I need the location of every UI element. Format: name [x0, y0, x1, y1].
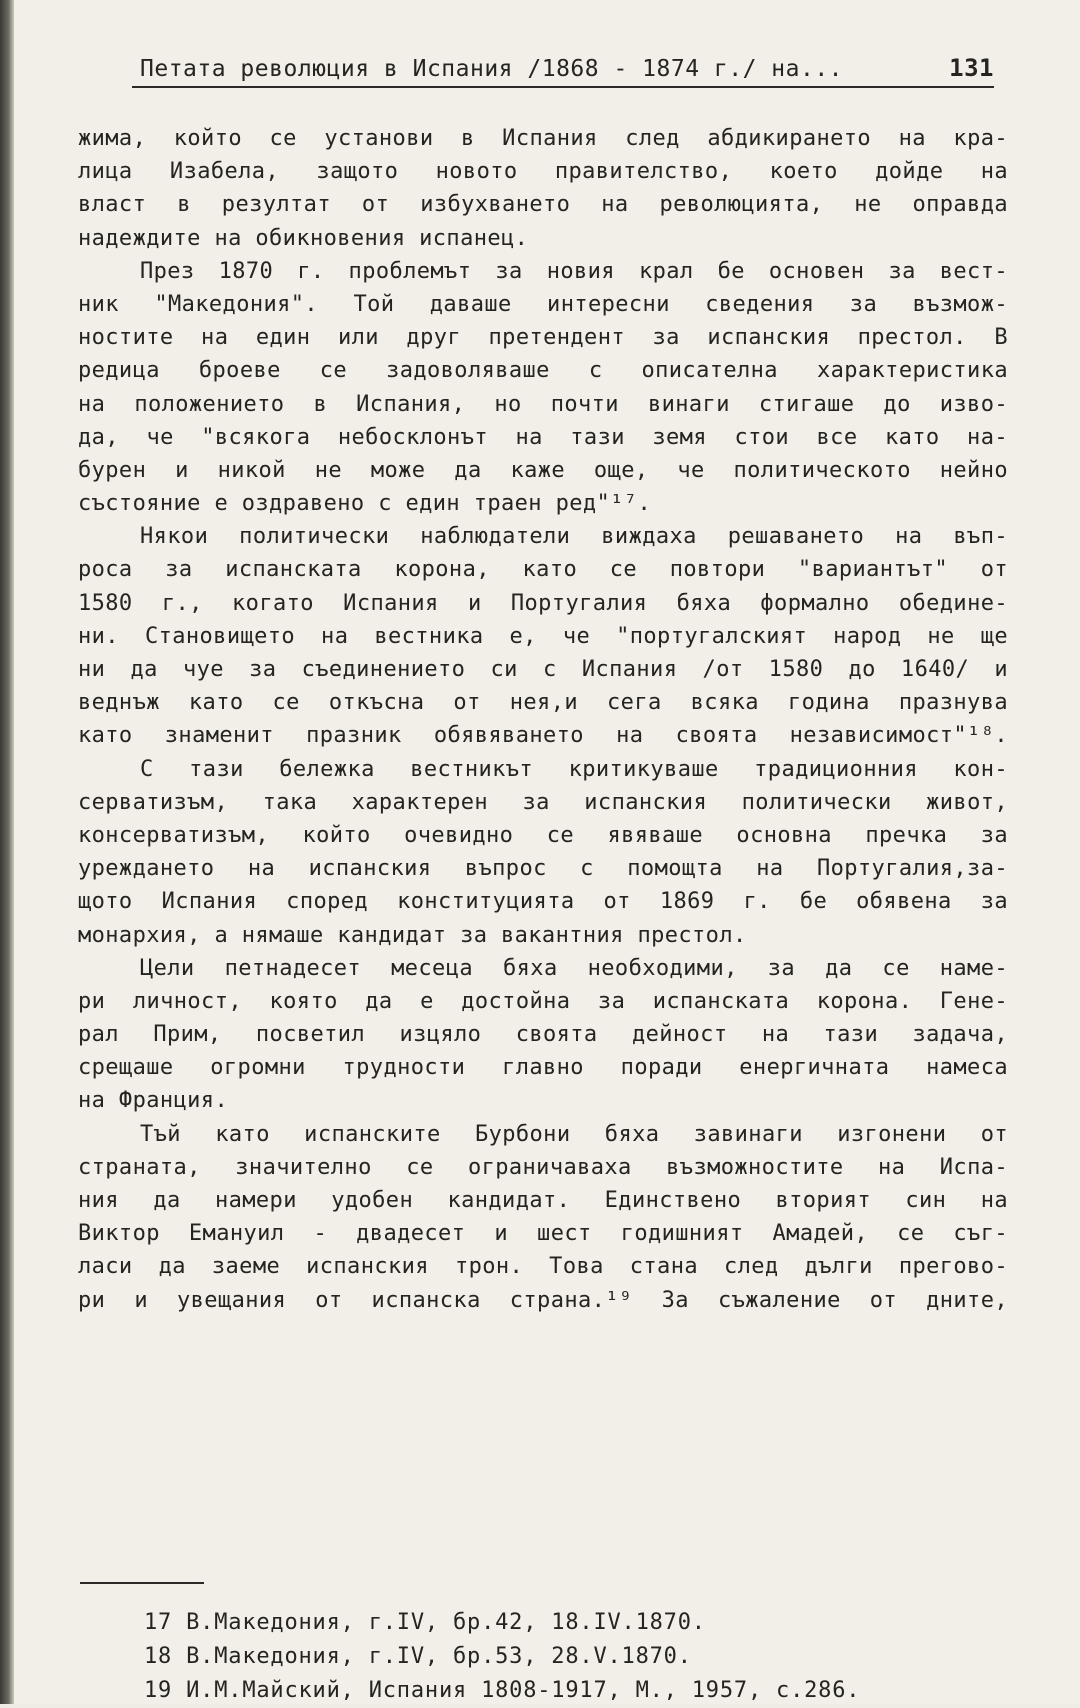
footnote-17: 17 В.Македония, г.IV, бр.42, 18.IV.1870.	[144, 1610, 706, 1635]
text-line: ни. Становището на вестника е, че "португалският народ не ще	[78, 623, 1008, 649]
text-line: бурен и никой не може да каже още, че политическото нейно	[78, 457, 1008, 483]
text-line: ри личност, която да е достойна за испанската корона. Гене-	[78, 988, 1008, 1014]
running-header-title: Петата революция в Испания /1868 - 1874 г./ на...	[140, 56, 844, 82]
text-line: роса за испанската корона, като се повтори "вариантът" от	[78, 557, 1008, 583]
text-line: щото Испания според конституцията от 1869 г. бе обявена за	[78, 889, 1008, 915]
running-header	[132, 50, 994, 90]
footnote-19: 19 И.М.Майский, Испания 1808-1917, М., 1957, с.286.	[144, 1678, 861, 1703]
footnote-18: 18 В.Македония, г.IV, бр.53, 28.V.1870.	[144, 1644, 692, 1669]
text-line: власт в резултат от избухването на революцията, не оправда	[78, 192, 1008, 218]
text-line: състояние е оздравено с един траен ред"¹⁷.	[78, 491, 652, 517]
text-line: Някои политически наблюдатели виждаха решаването на въп-	[140, 524, 1008, 550]
footnote-separator	[80, 1582, 204, 1584]
text-line: консерватизъм, който очевидно се явяваше основна пречка за	[78, 822, 1008, 848]
text-line: ник "Македония". Той даваше интересни сведения за възмож-	[78, 291, 1008, 317]
text-line: уреждането на испанския въпрос с помощта на Португалия,за-	[78, 856, 1008, 882]
text-line: Виктор Емануил - двадесет и шест годишният Амадей, се съг-	[78, 1221, 1008, 1247]
text-line: страната, значително се ограничаваха възможностите на Испа-	[78, 1154, 1008, 1180]
text-line: ри и увещания от испанска страна.¹⁹ За съжаление от дните,	[78, 1287, 1008, 1313]
text-line: ни да чуе за съединението си с Испания /от 1580 до 1640/ и	[78, 657, 1008, 682]
text-line: срещаше огромни трудности главно поради енергичната намеса	[78, 1055, 1008, 1081]
header-rule	[132, 86, 994, 88]
page-number: 131	[949, 54, 994, 82]
footnotes	[144, 1606, 1004, 1708]
text-line: лица Изабела, защото новото правителство, което дойде на	[78, 159, 1008, 185]
text-line: редица броеве се задоволяваше с описателна характеристика	[78, 358, 1008, 384]
book-spine-shadow	[0, 0, 14, 1704]
text-line: 1580 г., когато Испания и Португалия бяха формално обедине-	[78, 590, 1008, 616]
text-line: на Франция.	[78, 1088, 229, 1114]
text-line: През 1870 г. проблемът за новия крал бе основен за вест-	[140, 258, 1008, 284]
text-line: като знаменит празник обявяването на своята независимост"¹⁸.	[78, 723, 1008, 749]
text-line: Тъй като испанските Бурбони бяха завинаги изгонени от	[140, 1121, 1008, 1147]
book-page	[14, 0, 1080, 1704]
body-text	[78, 122, 1008, 1317]
text-line: веднъж като се откъсна от нея,и сега всяка година празнува	[78, 690, 1008, 716]
text-line: ностите на един или друг претендент за испанския престол. В	[78, 325, 1008, 351]
text-line: жима, който се установи в Испания след абдикирането на кра-	[78, 126, 1008, 151]
text-line: монархия, а нямаше кандидат за вакантния престол.	[78, 922, 747, 948]
text-line: ласи да заеме испанския трон. Това стана след дълги прегово-	[78, 1254, 1008, 1280]
text-line: на положението в Испания, но почти винаги стигаше до изво-	[78, 391, 1008, 417]
text-line: рал Прим, посветил изцяло своята дейност на тази задача,	[78, 1022, 1008, 1048]
text-line: С тази бележка вестникът критикуваше традиционния кон-	[140, 756, 1008, 782]
text-line: Цели петнадесет месеца бяха необходими, за да се наме-	[140, 955, 1008, 981]
text-line: да, че "всякога небосклонът на тази земя стои все като на-	[78, 424, 1008, 450]
text-line: ния да намери удобен кандидат. Единствено вторият син на	[78, 1188, 1008, 1213]
text-line: надеждите на обикновения испанец.	[78, 225, 529, 251]
text-line: серватизъм, така характерен за испанския политически живот,	[78, 789, 1008, 815]
